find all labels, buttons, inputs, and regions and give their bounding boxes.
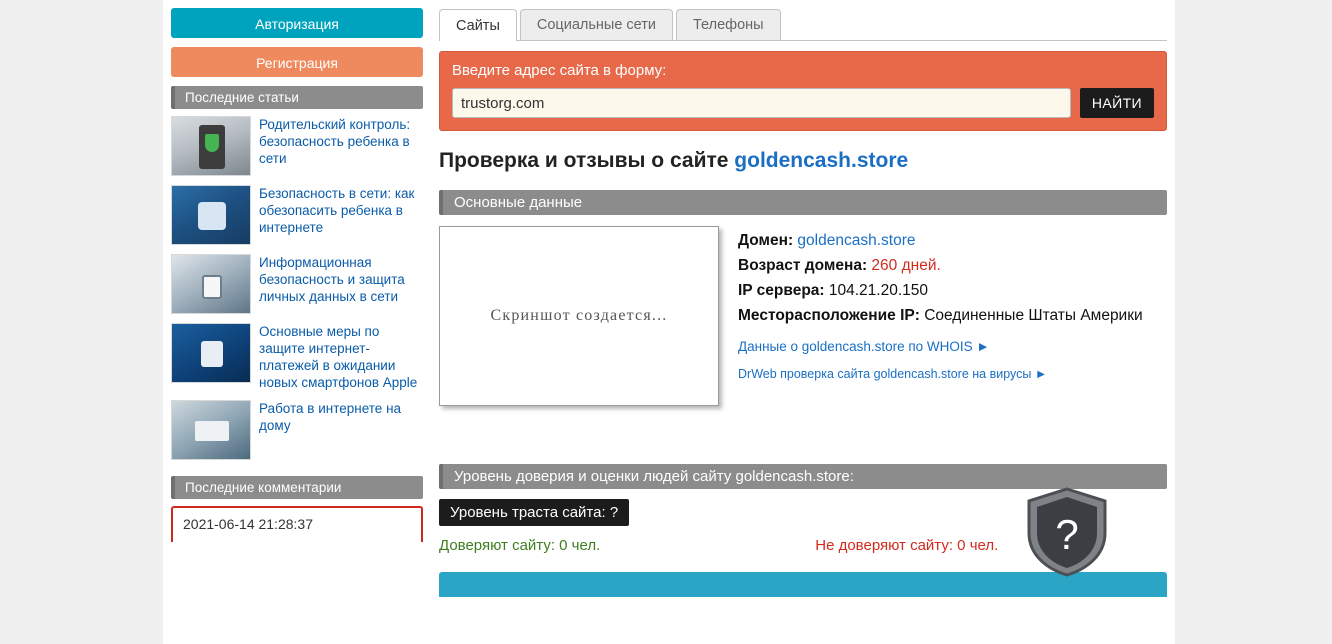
fact-age-label: Возраст домена:: [738, 257, 868, 274]
article-title[interactable]: Безопасность в сети: как обезопасить ребенка в интернете: [259, 186, 415, 235]
article-title[interactable]: Родительский контроль: безопасность ребенка в сети: [259, 117, 411, 166]
article-title[interactable]: Информационная безопасность и защита личных данных в сети: [259, 255, 405, 304]
shield-question-mark: ?: [1055, 511, 1079, 558]
latest-articles-heading: Последние статьи: [171, 86, 423, 109]
fact-domain: [738, 228, 1143, 253]
page-title-domain: goldencash.store: [734, 149, 909, 172]
trust-level-badge: Уровень траста сайта: ?: [439, 499, 629, 526]
list-item[interactable]: [171, 323, 422, 391]
fact-geo-label: Месторасположение IP:: [738, 307, 920, 324]
fact-geo-value: Соединенные Штаты Америки: [924, 307, 1143, 324]
remote-work-thumb-icon: [171, 400, 251, 460]
search-button[interactable]: НАЙТИ: [1080, 88, 1154, 118]
list-item[interactable]: [171, 185, 422, 245]
tab-phones[interactable]: Телефоны: [676, 9, 781, 40]
latest-comments-heading: Последние комментарии: [171, 476, 423, 499]
parental-control-thumb-icon: [171, 116, 251, 176]
search-label: Введите адрес сайта в форму:: [452, 62, 667, 79]
network-security-thumb-icon: [171, 185, 251, 245]
main-data-heading: Основные данные: [439, 190, 1167, 215]
fact-age: [738, 253, 1143, 278]
main-column: [430, 0, 1175, 644]
fact-geo: [738, 303, 1143, 328]
site-screenshot-placeholder: Скриншот создается...: [439, 226, 719, 406]
shield-question-icon: [1025, 487, 1109, 577]
search-panel: [439, 51, 1167, 131]
page-title-prefix: Проверка и отзывы о сайте: [439, 149, 735, 172]
article-title[interactable]: Основные меры по защите интернет-платежей в ожидании новых смартфонов Apple: [259, 324, 418, 390]
info-block: [439, 226, 1167, 406]
search-input[interactable]: [452, 88, 1071, 118]
fact-ip-label: IP сервера:: [738, 282, 825, 299]
latest-articles-list: [171, 116, 422, 460]
payments-thumb-icon: [171, 323, 251, 383]
page-title: [439, 148, 1167, 174]
register-button[interactable]: Регистрация: [171, 47, 423, 77]
fact-domain-value[interactable]: goldencash.store: [797, 232, 916, 249]
data-protection-thumb-icon: [171, 254, 251, 314]
trust-no-count: Не доверяют сайту: 0 чел.: [815, 537, 999, 554]
trust-heading: Уровень доверия и оценки людей сайту goldencash.store:: [439, 464, 1167, 489]
tab-sites[interactable]: Сайты: [439, 9, 517, 41]
trust-yes-count: Доверяют сайту: 0 чел.: [439, 537, 601, 554]
content-wrapper: [163, 0, 1175, 644]
list-item[interactable]: [171, 116, 422, 176]
domain-facts: [738, 226, 1143, 406]
list-item[interactable]: [171, 400, 422, 460]
tab-social-networks[interactable]: Социальные сети: [520, 9, 673, 40]
whois-link[interactable]: Данные о goldencash.store по WHOIS ►: [738, 339, 990, 354]
fact-ip: [738, 278, 1143, 303]
fact-ip-value: 104.21.20.150: [828, 282, 929, 299]
fact-domain-label: Домен:: [738, 232, 794, 249]
sidebar: [163, 0, 430, 644]
trust-area: [439, 499, 1167, 558]
fact-age-value: 260 дней.: [871, 257, 941, 274]
article-title[interactable]: Работа в интернете на дому: [259, 401, 402, 433]
comment-timestamp: 2021-06-14 21:28:37: [171, 506, 423, 542]
drweb-scan-link[interactable]: DrWeb проверка сайта goldencash.store на вирусы ►: [738, 367, 1048, 381]
tab-bar: [439, 8, 1167, 41]
list-item[interactable]: [171, 254, 422, 314]
search-row: [452, 88, 1154, 118]
auth-button[interactable]: Авторизация: [171, 8, 423, 38]
